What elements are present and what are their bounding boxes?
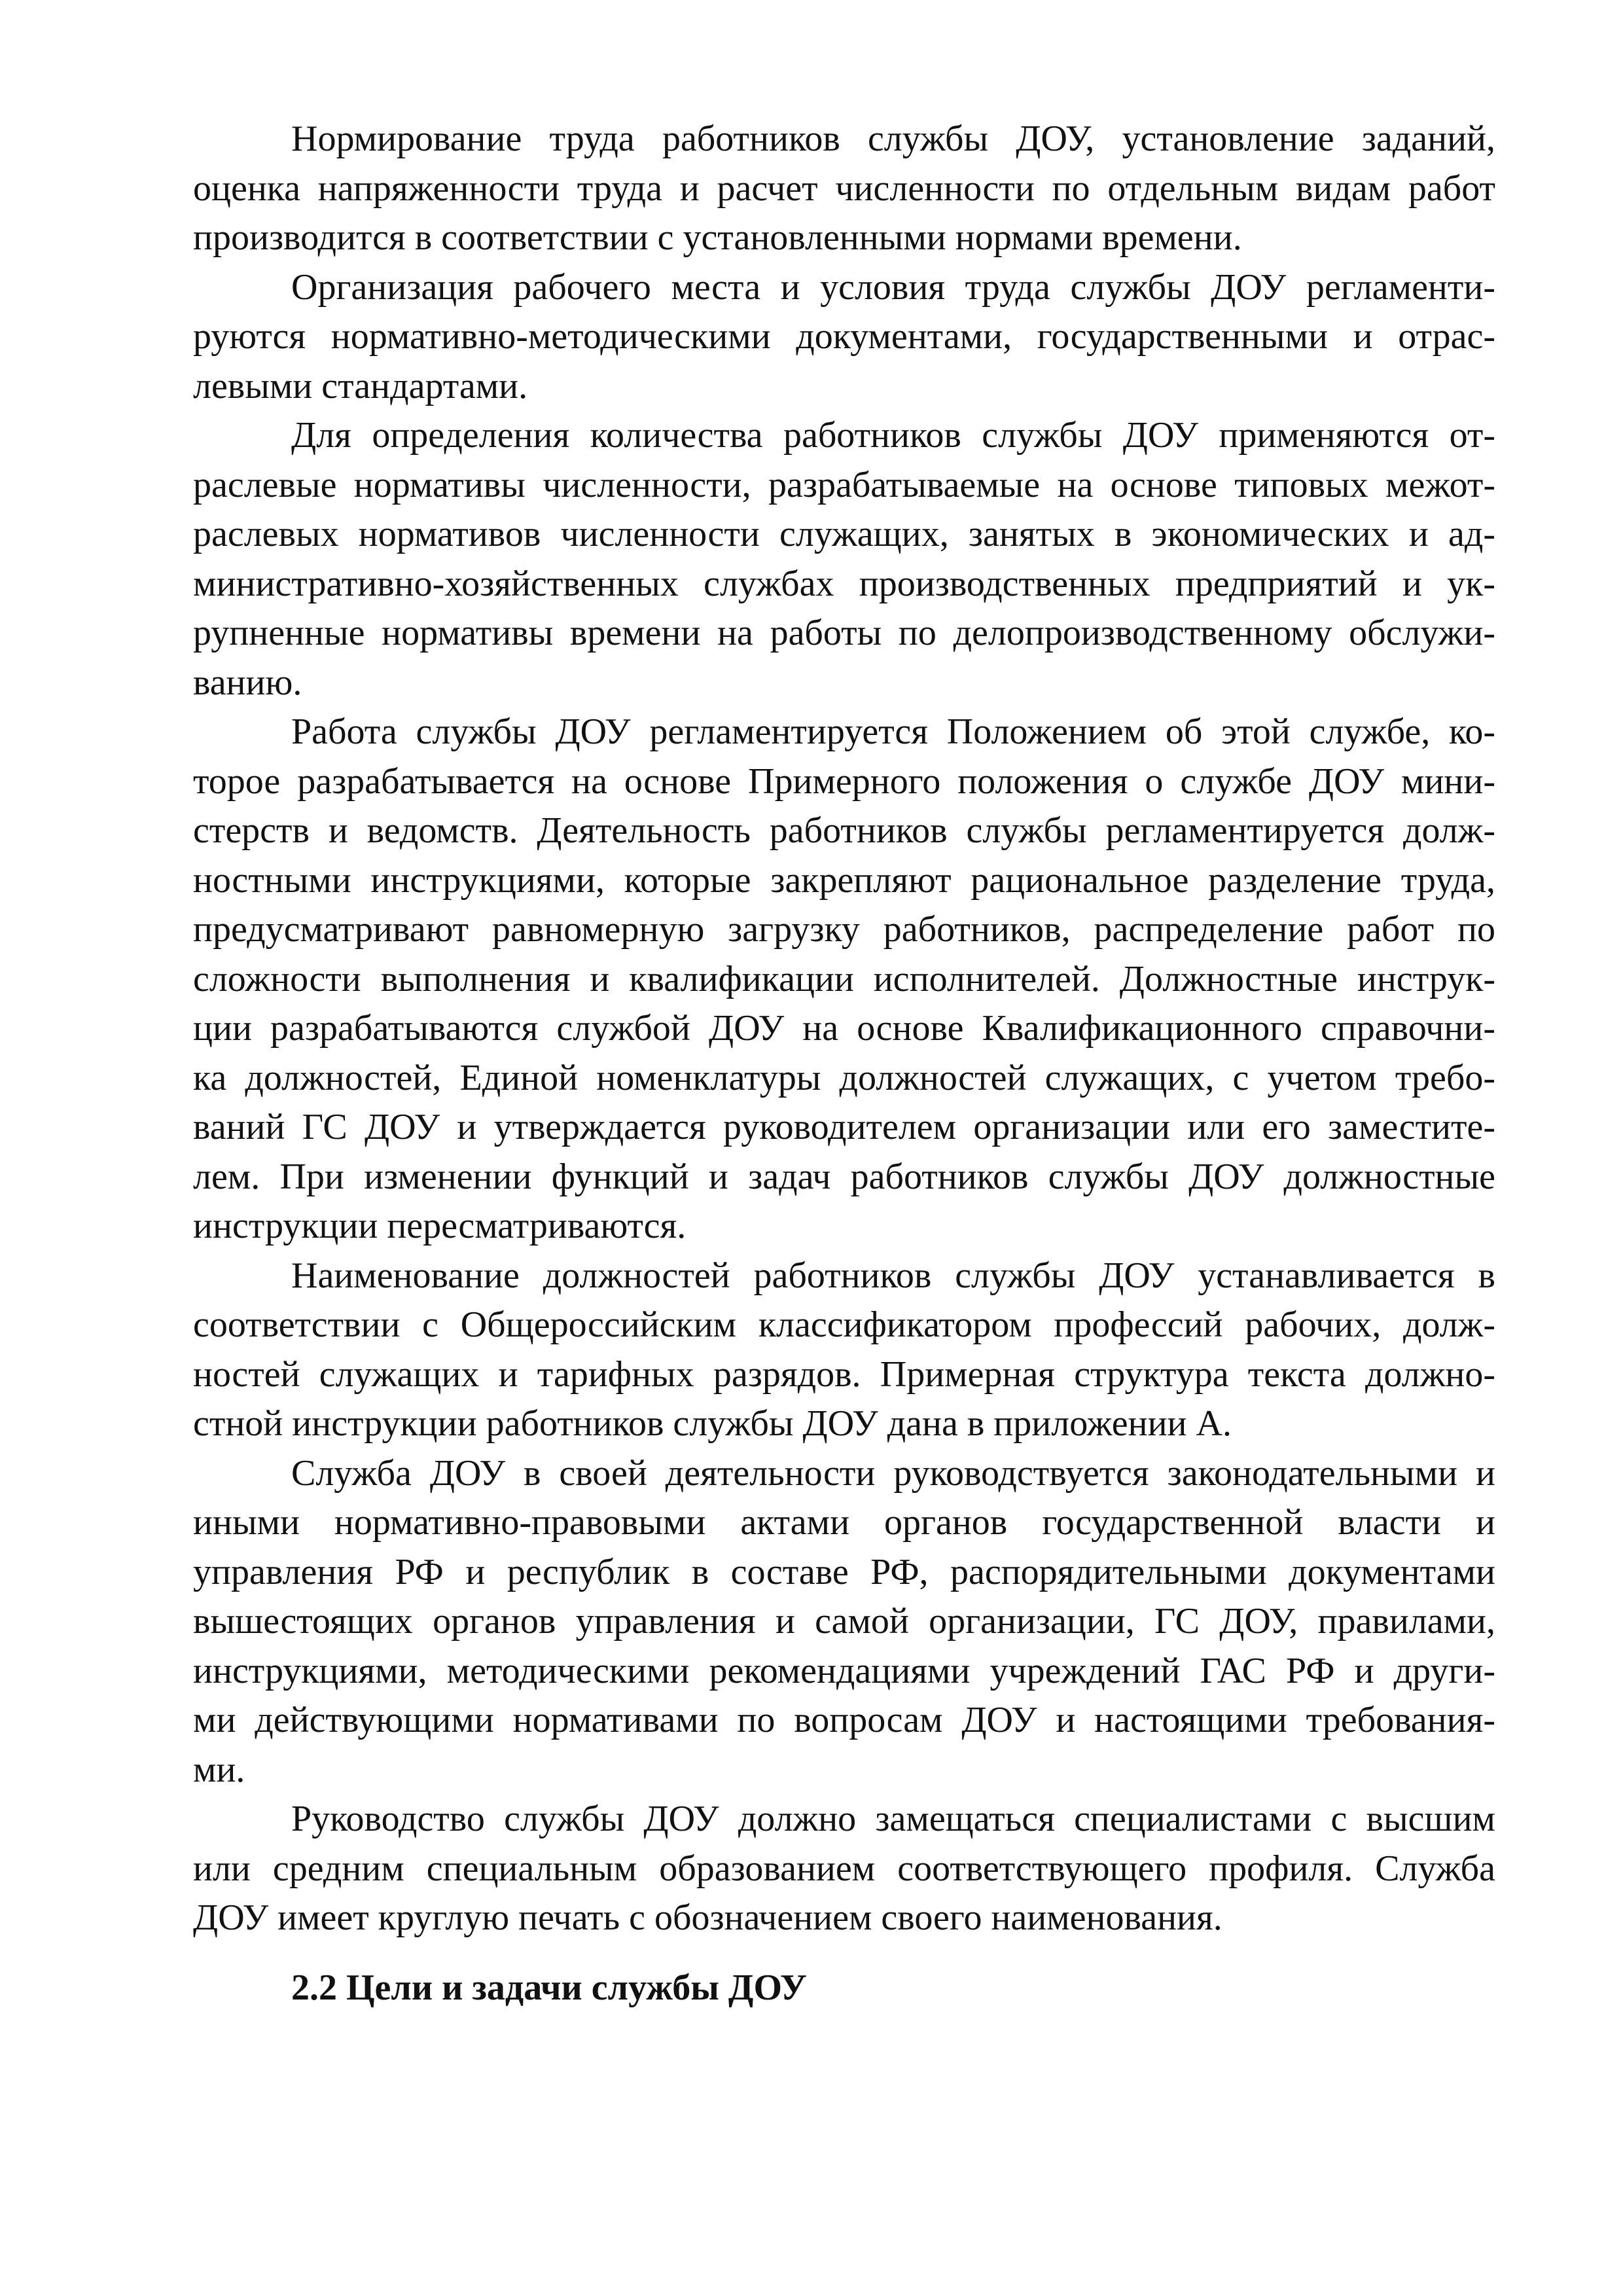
text-line: производится в соответствии с установленными нормами времени. [193,217,1242,258]
paragraph-management [193,1795,1495,1943]
text-line: ваний ГС ДОУ и утверждается руководителем организации или его заместите- [193,1107,1495,1147]
text-line: или средним специальным образованием соответствующего профиля. Служба [193,1848,1495,1889]
text-line: Служба ДОУ в своей деятельности руководствуется законодательными и [291,1452,1495,1494]
text-line: предусматривают равномерную загрузку работников, распределение работ по [193,909,1495,950]
text-line: раслевых нормативов численности служащих, занятых в экономических и ад- [193,514,1495,554]
text-line: инструкции пересматриваются. [193,1206,687,1246]
paragraph-job-titles [193,1251,1495,1449]
text-line: министративно-хозяйственных службах производственных предприятий и ук- [193,563,1495,604]
text-line: оценка напряженности труда и расчет численности по отдельным видам работ [193,168,1495,209]
text-line: Работа службы ДОУ регламентируется Положением об этой службе, ко- [291,711,1495,752]
text-line: Организация рабочего места и условия труда службы ДОУ регламенти- [291,266,1495,308]
body-text [193,115,1495,1943]
text-line: инструкциями, методическими рекомендациями учреждений ГАС РФ и други- [193,1650,1495,1691]
text-line: лем. При изменении функций и задач работников службы ДОУ должностные [193,1156,1495,1197]
text-line: ностными инструкциями, которые закрепляют рациональное разделение труда, [193,859,1495,901]
text-line: стерств и ведомств. Деятельность работников службы регламентируется долж- [193,810,1495,851]
text-line: Руководство службы ДОУ должно замещаться специалистами с высшим [291,1799,1495,1839]
text-line: Наименование должностей работников службы ДОУ устанавливается в [291,1255,1495,1296]
text-line: иными нормативно-правовыми актами органов государственной власти и [193,1502,1495,1543]
text-line: вышестоящих органов управления и самой организации, ГС ДОУ, правилами, [193,1601,1495,1641]
text-line: ванию. [193,662,302,703]
text-line: раслевые нормативы численности, разрабатываемые на основе типовых межот- [193,464,1495,505]
text-line: ми. [193,1749,245,1790]
paragraph-legal-basis [193,1449,1495,1795]
text-line: Для определения количества работников службы ДОУ применяются от- [291,415,1495,456]
text-line: ДОУ имеет круглую печать с обозначением своего наименования. [193,1897,1222,1938]
text-line: ка должностей, Единой номенклатуры должностей служащих, с учетом требо- [193,1057,1495,1098]
paragraph-workplace [193,263,1495,412]
paragraph-staff-count [193,411,1495,708]
text-line: торое разрабатывается на основе Примерного положения о службе ДОУ мини- [193,761,1495,802]
text-line: ции разрабатываются службой ДОУ на основе Квалификационного справочни- [193,1008,1495,1049]
text-line: руются нормативно-методическими документами, государственными и отрас- [193,316,1495,357]
text-line: сложности выполнения и квалификации исполнителей. Должностные инструк- [193,958,1495,999]
text-line: ми действующими нормативами по вопросам ДОУ и настоящими требования- [193,1700,1495,1740]
section-heading: 2.2 Цели и задачи службы ДОУ [291,1967,807,2008]
text-line: ностей служащих и тарифных разрядов. Примерная структура текста должно- [193,1354,1495,1395]
text-line: соответствии с Общероссийским классификатором профессий рабочих, долж- [193,1304,1495,1345]
paragraph-labor-norms [193,115,1495,263]
text-line: Нормирование труда работников службы ДОУ, установление заданий, [291,118,1495,159]
text-line: управления РФ и республик в составе РФ, распорядительными документами [193,1551,1495,1592]
text-line: левыми стандартами. [193,365,528,406]
paragraph-service-regulation [193,708,1495,1251]
text-line: стной инструкции работников службы ДОУ дана в приложении А. [193,1403,1232,1444]
text-line: рупненные нормативы времени на работы по делопроизводственному обслужи- [193,613,1495,653]
